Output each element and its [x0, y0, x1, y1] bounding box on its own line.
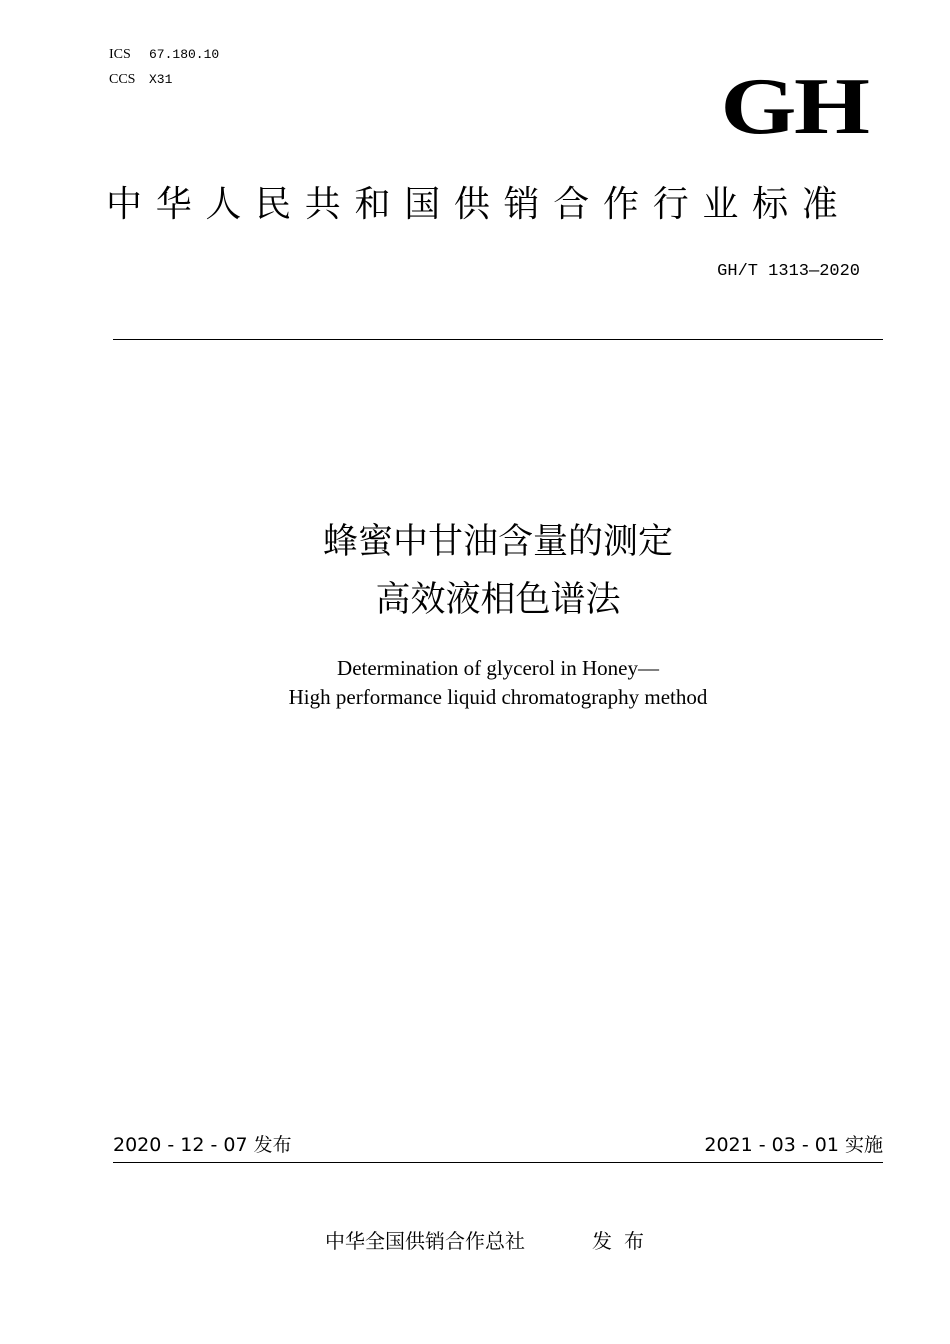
title-en-line2: High performance liquid chromatography method	[288, 685, 708, 709]
standard-number: GH/T 1313—2020	[717, 262, 860, 281]
issue-date-block	[113, 1132, 292, 1158]
effective-date-block	[704, 1132, 883, 1158]
publisher: 中华全国供销合作总社	[325, 1229, 525, 1253]
issue-date: 2020 - 12 - 07	[113, 1134, 248, 1156]
publish-label: 发布	[592, 1229, 656, 1253]
ccs-label: CCS	[109, 72, 136, 87]
effective-date: 2021 - 03 - 01	[704, 1134, 839, 1156]
gh-logo: GH	[720, 63, 867, 151]
effective-label: 实施	[844, 1134, 883, 1156]
top-divider	[113, 339, 883, 340]
issue-label: 发布	[253, 1134, 292, 1156]
ics-classification	[109, 47, 219, 63]
bottom-divider	[113, 1162, 883, 1163]
ccs-code: X31	[149, 72, 173, 87]
ics-label: ICS	[109, 47, 131, 62]
ics-code: 67.180.10	[149, 47, 220, 62]
standard-header: 中华人民共和国供销合作行业标准	[106, 184, 852, 225]
title-cn-line1: 蜂蜜中甘油含量的测定	[322, 522, 673, 562]
title-cn-line2: 高效液相色谱法	[375, 580, 621, 620]
title-en-line1: Determination of glycerol in Honey—	[337, 656, 659, 680]
ccs-classification	[109, 72, 172, 88]
